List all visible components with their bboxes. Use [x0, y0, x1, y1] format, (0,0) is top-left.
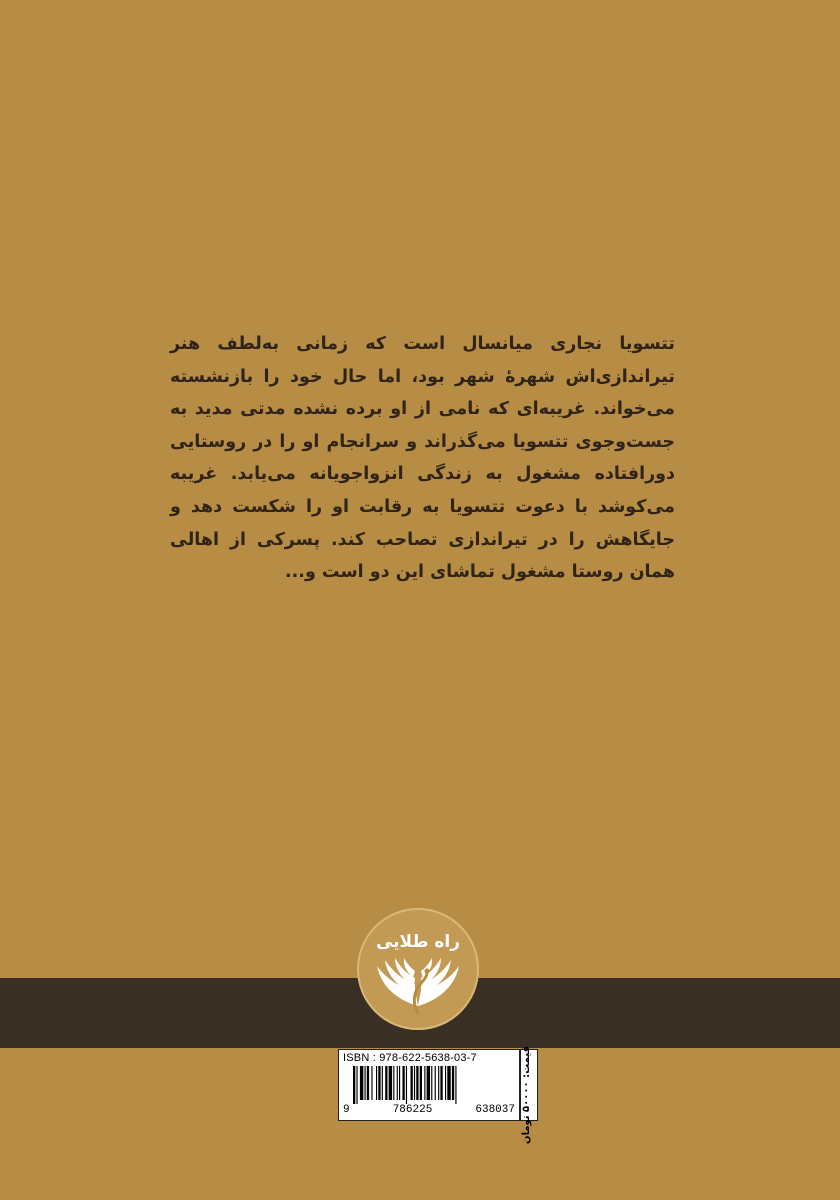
- back-cover-blurb: تتسویا نجاری میانسال است که زمانی به‌لطف هنر تیراندازی‌اش شهرهٔ شهر بود، اما حال خود را بازنشسته می‌خواند. غریبه‌ای که نامی از او برده نشده مدتی مدید به جست‌وجوی تتسویا می‌گذراند و سرانجام او را در روستایی دورافتاده مشغول به زندگی انزواجویانه می‌یابد. غریبه می‌کوشد با دعوت تتسویا به رقابت او را شکست دهد و جایگاهش را در تیراندازی تصاحب کند. پسرکی از اهالی همان روستا مشغول تماشای این دو است و...: [170, 334, 675, 583]
- barcode-digit-first: 9: [343, 1104, 350, 1116]
- barcode-bars: [353, 1066, 505, 1104]
- price-label: قیمت: ۵۰۰۰۰ تومان: [521, 1046, 532, 1144]
- publisher-logo: [357, 908, 479, 1030]
- barcode: [338, 1049, 520, 1121]
- barcode-digits-middle: 786225: [392, 1104, 433, 1116]
- isbn-label: ISBN : 978-622-5638-03-7: [343, 1052, 477, 1064]
- publisher-name: راه طلایی: [375, 932, 461, 952]
- barcode-digits-last: 638037: [475, 1104, 515, 1116]
- barcode-digits: [343, 1104, 515, 1116]
- bird-icon: [357, 908, 479, 1030]
- price-box: [520, 1046, 538, 1144]
